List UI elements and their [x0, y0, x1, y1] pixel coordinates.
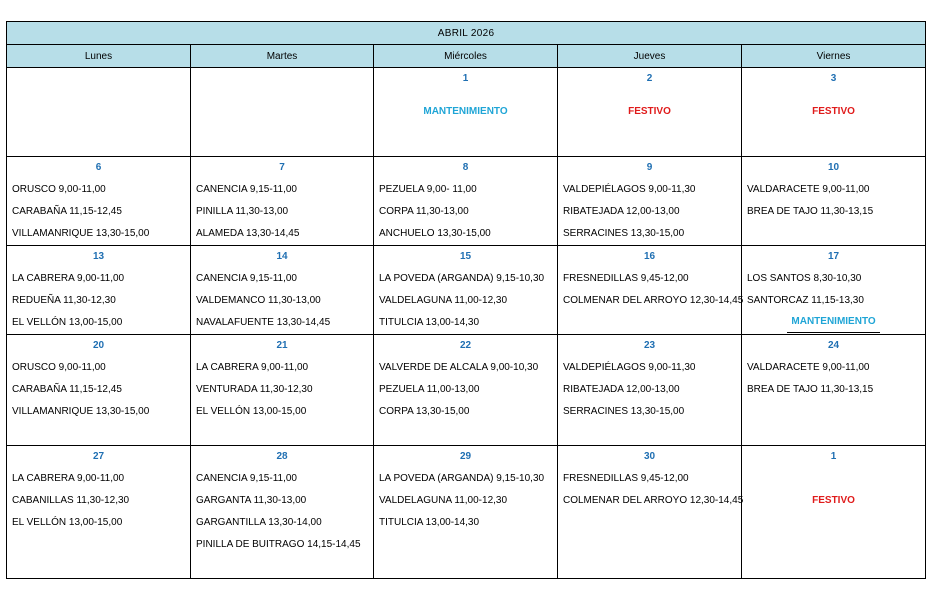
schedule-entry: PEZUELA 9,00- 11,00	[379, 184, 477, 195]
calendar	[6, 21, 925, 579]
day-cell	[558, 335, 742, 446]
schedule-entry: VALVERDE DE ALCALA 9,00-10,30	[379, 362, 539, 373]
day-cell	[742, 246, 926, 335]
day-number: 28	[276, 451, 288, 462]
mantenimiento-wrap	[742, 312, 925, 334]
mantenimiento-badge: MANTENIMIENTO	[423, 106, 508, 117]
schedule-entry: VALDELAGUNA 11,00-12,30	[379, 295, 508, 306]
week-row-2	[7, 157, 926, 246]
day-number: 6	[95, 162, 102, 173]
schedule-entry: GARGANTILLA 13,30-14,00	[196, 517, 322, 528]
day-number: 9	[646, 162, 653, 173]
schedule-entry: RIBATEJADA 12,00-13,00	[563, 206, 680, 217]
schedule-entry: CARABAÑA 11,15-12,45	[12, 384, 122, 395]
day-cell	[558, 157, 742, 246]
schedule-entry: VALDEMANCO 11,30-13,00	[196, 295, 321, 306]
day-number: 1	[830, 451, 837, 462]
day-cell	[374, 446, 558, 579]
day-header-viernes: Viernes	[742, 45, 926, 68]
schedule-entry: ORUSCO 9,00-11,00	[12, 184, 106, 195]
festivo-badge: FESTIVO	[812, 495, 855, 506]
schedule-entry: LA CABRERA 9,00-11,00	[12, 473, 125, 484]
schedule-entry: PEZUELA 11,00-13,00	[379, 384, 480, 395]
day-cell	[742, 446, 926, 579]
schedule-entry: EL VELLÓN 13,00-15,00	[12, 317, 123, 328]
day-cell	[558, 68, 742, 157]
schedule-entry: LA CABRERA 9,00-11,00	[196, 362, 309, 373]
schedule-entry: GARGANTA 11,30-13,00	[196, 495, 307, 506]
day-cell	[374, 68, 558, 157]
calendar-title: ABRIL 2026	[7, 22, 926, 45]
day-number: 13	[92, 251, 105, 262]
schedule-entry: NAVALAFUENTE 13,30-14,45	[196, 317, 331, 328]
day-number: 17	[827, 251, 840, 262]
mantenimiento-badge: MANTENIMIENTO	[787, 312, 879, 333]
calendar-table	[6, 21, 926, 579]
day-cell	[7, 246, 191, 335]
schedule-entry: BREA DE TAJO 11,30-13,15	[747, 384, 874, 395]
day-number: 27	[92, 451, 105, 462]
day-number: 7	[279, 162, 285, 173]
schedule-entry: VALDARACETE 9,00-11,00	[747, 362, 870, 373]
day-cell	[742, 68, 926, 157]
schedule-entry: VENTURADA 11,30-12,30	[196, 384, 313, 395]
schedule-entry: ORUSCO 9,00-11,00	[12, 362, 106, 373]
day-cell-empty	[7, 68, 191, 157]
schedule-entry: RIBATEJADA 12,00-13,00	[563, 384, 680, 395]
schedule-entry: VALDEPIÉLAGOS 9,00-11,30	[563, 362, 696, 373]
schedule-entry: COLMENAR DEL ARROYO 12,30-14,45	[563, 295, 744, 306]
day-cell	[558, 246, 742, 335]
day-cell	[191, 335, 374, 446]
day-header-lunes: Lunes	[7, 45, 191, 68]
schedule-entry: LA POVEDA (ARGANDA) 9,15-10,30	[379, 473, 545, 484]
schedule-entry: FRESNEDILLAS 9,45-12,00	[563, 273, 689, 284]
day-cell	[558, 446, 742, 579]
schedule-entry: CORPA 13,30-15,00	[379, 406, 470, 417]
day-cell-empty	[191, 68, 374, 157]
day-number: 10	[827, 162, 840, 173]
day-number: 16	[643, 251, 656, 262]
schedule-entry: REDUEÑA 11,30-12,30	[12, 295, 116, 306]
day-number: 30	[643, 451, 656, 462]
schedule-entry: CANENCIA 9,15-11,00	[196, 473, 297, 484]
week-row-4	[7, 335, 926, 446]
schedule-entry: LA CABRERA 9,00-11,00	[12, 273, 125, 284]
day-number: 2	[646, 73, 653, 84]
schedule-entry: SANTORCAZ 11,15-13,30	[747, 295, 864, 306]
schedule-entry: PINILLA 11,30-13,00	[196, 206, 289, 217]
day-number: 3	[830, 73, 837, 84]
schedule-entry: CANENCIA 9,15-11,00	[196, 184, 297, 195]
day-cell	[374, 157, 558, 246]
schedule-entry: LA POVEDA (ARGANDA) 9,15-10,30	[379, 273, 545, 284]
day-cell	[191, 246, 374, 335]
day-number: 21	[276, 340, 288, 351]
schedule-entry: VALDARACETE 9,00-11,00	[747, 184, 870, 195]
day-number: 8	[462, 162, 469, 173]
schedule-entry: FRESNEDILLAS 9,45-12,00	[563, 473, 689, 484]
week-row-1	[7, 68, 926, 157]
schedule-entry: CABANILLAS 11,30-12,30	[12, 495, 130, 506]
day-number: 23	[643, 340, 656, 351]
day-header-miercoles: Miércoles	[374, 45, 558, 68]
festivo-badge: FESTIVO	[628, 106, 671, 117]
schedule-entry: ALAMEDA 13,30-14,45	[196, 228, 300, 239]
day-cell	[374, 246, 558, 335]
schedule-entry: ANCHUELO 13,30-15,00	[379, 228, 491, 239]
day-cell	[191, 446, 374, 579]
festivo-badge: FESTIVO	[812, 106, 855, 117]
day-cell	[7, 157, 191, 246]
day-number: 24	[827, 340, 840, 351]
schedule-entry: CARABAÑA 11,15-12,45	[12, 206, 122, 217]
day-number: 15	[459, 251, 472, 262]
day-header-jueves: Jueves	[558, 45, 742, 68]
day-number: 1	[462, 73, 469, 84]
schedule-entry: LOS SANTOS 8,30-10,30	[747, 273, 862, 284]
day-cell	[7, 335, 191, 446]
day-cell	[191, 157, 374, 246]
day-number: 20	[92, 340, 105, 351]
day-header-martes: Martes	[191, 45, 374, 68]
day-cell	[742, 157, 926, 246]
day-number: 14	[276, 251, 288, 262]
schedule-entry: VILLAMANRIQUE 13,30-15,00	[12, 228, 150, 239]
schedule-entry: VALDELAGUNA 11,00-12,30	[379, 495, 508, 506]
schedule-entry: SERRACINES 13,30-15,00	[563, 228, 685, 239]
schedule-entry: PINILLA DE BUITRAGO 14,15-14,45	[196, 539, 361, 550]
schedule-entry: COLMENAR DEL ARROYO 12,30-14,45	[563, 495, 744, 506]
day-cell	[7, 446, 191, 579]
day-number: 29	[459, 451, 472, 462]
day-cell	[742, 335, 926, 446]
schedule-entry: SERRACINES 13,30-15,00	[563, 406, 685, 417]
schedule-entry: VILLAMANRIQUE 13,30-15,00	[12, 406, 150, 417]
schedule-entry: CORPA 11,30-13,00	[379, 206, 469, 217]
schedule-entry: TITULCIA 13,00-14,30	[379, 517, 480, 528]
schedule-entry: EL VELLÓN 13,00-15,00	[12, 517, 123, 528]
day-cell	[374, 335, 558, 446]
schedule-entry: TITULCIA 13,00-14,30	[379, 317, 480, 328]
schedule-entry: BREA DE TAJO 11,30-13,15	[747, 206, 874, 217]
schedule-entry: CANENCIA 9,15-11,00	[196, 273, 297, 284]
schedule-entry: VALDEPIÉLAGOS 9,00-11,30	[563, 184, 696, 195]
day-number: 22	[459, 340, 472, 351]
week-row-3	[7, 246, 926, 335]
day-header-row	[7, 45, 926, 68]
week-row-5	[7, 446, 926, 579]
schedule-entry: EL VELLÓN 13,00-15,00	[196, 406, 307, 417]
